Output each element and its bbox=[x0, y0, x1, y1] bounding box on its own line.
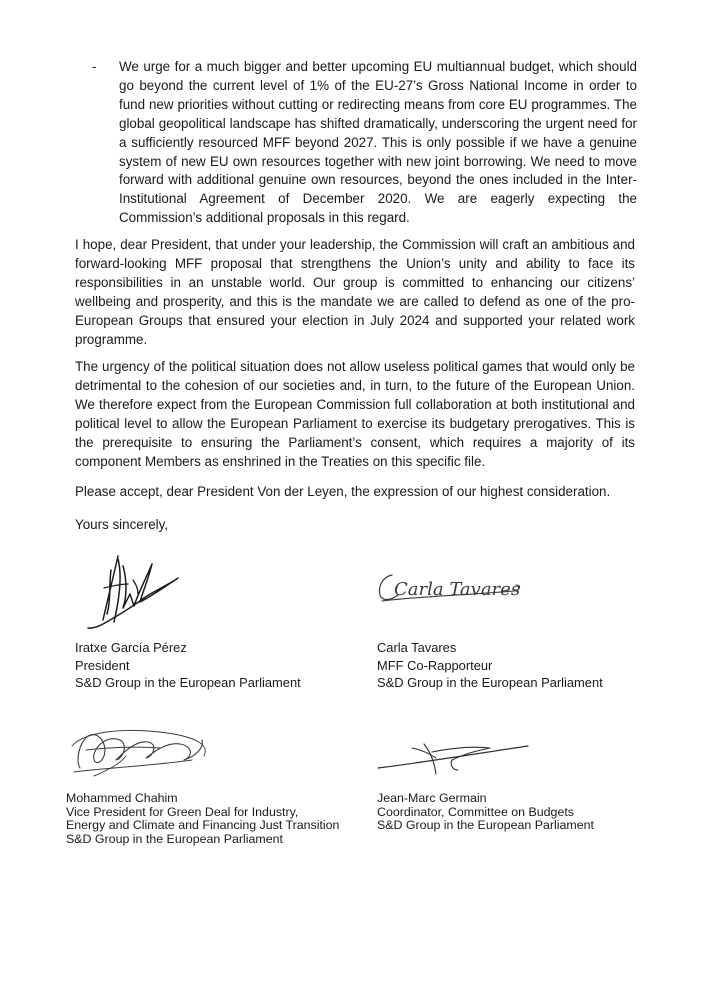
signatory-germain bbox=[377, 792, 594, 833]
signatory-organisation: S&D Group in the European Parliament bbox=[75, 675, 301, 690]
bullet-text: We urge for a much bigger and better upcoming EU multiannual budget, which should go beyond the current level of 1% of the EU-27’s Gross National Income in order to fund new priorities without cutting or redirecting means from core EU programmes. The global geopolitical landscape has shifted dramatically, underscoring the urgent need for a sufficiently resourced MFF beyond 2027. This is only possible if we have a genuine system of new EU own resources together with new joint borrowing. We need to move forward with additional genuine own resources, beyond the ones included in the Inter-Institutional Agreement of December 2020. We are eagerly expecting the Commission’s additional proposals in this regard. bbox=[119, 59, 637, 226]
signatory-title: Coordinator, Committee on Budgets bbox=[377, 804, 574, 819]
signatory-name: Jean-Marc Germain bbox=[377, 791, 487, 805]
signature-garcia-perez-image bbox=[80, 550, 210, 632]
signatory-title: Vice President for Green Deal for Industry, bbox=[66, 804, 299, 819]
paragraph-consideration: Please accept, dear President Von der Leyen, the expression of our highest consideration. bbox=[75, 484, 611, 499]
budget-bullet-point bbox=[92, 58, 637, 228]
signatory-chahim bbox=[66, 792, 339, 846]
paragraph-leadership: I hope, dear President, that under your leadership, the Commission will craft an ambitious and forward-looking MFF proposal that strengthens the Union’s unity and ability to face its responsibilities in an unstable world. Our group is committed to enhancing our citizens’ wellbeing and prosperity, and this is the mandate we are called to defend as one of the pro-European Groups that ensured your election in July 2024 and supported your related work programme. bbox=[75, 237, 635, 347]
signature-chahim-image bbox=[64, 726, 212, 782]
signatory-tavares bbox=[377, 639, 603, 692]
paragraph-urgency: The urgency of the political situation does not allow useless political games that would only be detrimental to the cohesion of our societies and, in turn, to the future of the European Union. We therefore expect from the European Commission full collaboration at both institutional and political level to allow the European Parliament to exercise its budgetary prerogatives. This is the prerequisite to ensuring the Parliament’s consent, which requires a majority of its component Members as enshrined in the Treaties on this specific file. bbox=[75, 359, 635, 469]
signature-tavares-text: Carla Tavares bbox=[394, 579, 521, 600]
signatory-title-continued: Energy and Climate and Financing Just Transition bbox=[66, 818, 340, 833]
signatory-organisation: S&D Group in the European Parliament bbox=[377, 818, 594, 833]
signatory-garcia-perez bbox=[75, 639, 301, 692]
signatory-name: Mohammed Chahim bbox=[66, 791, 178, 805]
signatory-title: MFF Co-Rapporteur bbox=[377, 657, 493, 673]
signatory-title: President bbox=[75, 657, 130, 673]
signatory-name: Iratxe García Pérez bbox=[75, 640, 187, 655]
signatory-organisation: S&D Group in the European Parliament bbox=[377, 675, 603, 690]
signatory-organisation: S&D Group in the European Parliament bbox=[66, 831, 283, 846]
signatory-name: Carla Tavares bbox=[377, 640, 457, 655]
signature-tavares-image bbox=[374, 565, 526, 613]
signature-germain-image bbox=[372, 734, 534, 778]
bullet-marker: - bbox=[92, 59, 97, 74]
closing-salutation: Yours sincerely, bbox=[75, 517, 169, 532]
